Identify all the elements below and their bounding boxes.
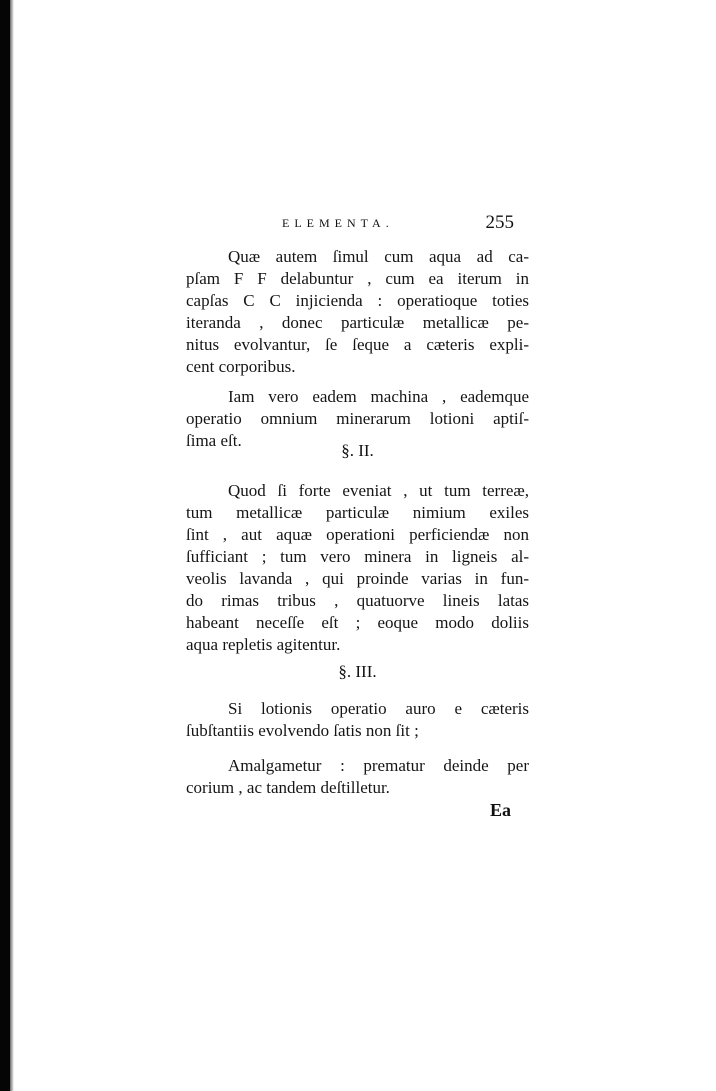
text-line: veolis lavanda , qui proinde varias in fun- [186,569,529,588]
paragraph-3 [186,480,529,656]
text-line: ſint , aut aquæ operationi perficiendæ non [186,525,529,544]
text-line: corium , ac tandem deſtilletur. [186,778,390,797]
section-heading-2: §. II. [341,441,374,460]
paragraph-1 [186,246,529,378]
text-line: capſas C C injicienda : operatioque toties [186,291,529,310]
text-line: ſubſtantiis evolvendo ſatis non ſit ; [186,721,419,740]
text-line: nitus evolvantur, ſe ſeque a cæteris expli- [186,335,529,354]
text-line: Quæ autem ſimul cum aqua ad ca- [228,247,529,266]
text-line: habeant neceſſe eſt ; eoque modo doliis [186,613,529,632]
text-line: Quod ſi forte eveniat , ut tum terreæ, [228,481,529,500]
text-line: cent corporibus. [186,357,296,376]
scan-edge-shadow [10,0,14,1091]
text-line: ſima eſt. [186,431,242,450]
running-head [282,212,522,240]
scan-left-edge [0,0,10,1091]
page-number: 255 [485,212,514,233]
running-title: ELEMENTA. [282,216,394,230]
catchword: Ea [490,800,512,820]
text-line: ſufficiant ; tum vero minera in ligneis al- [186,547,529,566]
text-line: tum metallicæ particulæ nimium exiles [186,503,529,522]
text-line: Si lotionis operatio auro e cæteris [228,699,529,718]
paragraph-4 [186,698,529,742]
section-heading-3: §. III. [338,662,377,681]
text-line: operatio omnium minerarum lotioni aptiſ- [186,409,529,428]
text-line: iteranda , donec particulæ metallicæ pe- [186,313,529,332]
text-line: Amalgametur : prematur deinde per [228,756,529,775]
text-line: aqua repletis agitentur. [186,635,341,654]
text-line: Iam vero eadem machina , eademque [228,387,529,406]
paragraph-5 [186,755,529,799]
text-line: do rimas tribus , quatuorve lineis latas [186,591,529,610]
text-line: pſam F F delabuntur , cum ea iterum in [186,269,529,288]
